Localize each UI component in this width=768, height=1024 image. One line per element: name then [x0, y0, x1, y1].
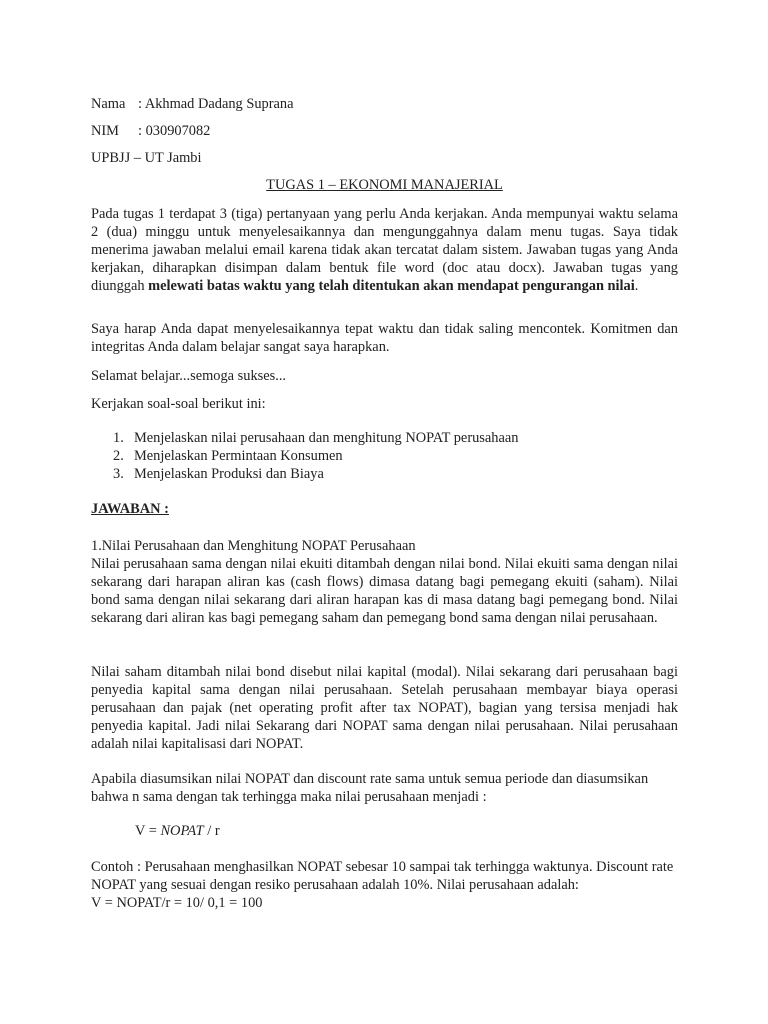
- list-item-text: Menjelaskan Produksi dan Biaya: [134, 466, 324, 482]
- nim-separator: :: [138, 123, 142, 139]
- list-item-text: Menjelaskan Permintaan Konsumen: [134, 448, 343, 464]
- intro-paragraph-3: Selamat belajar...semoga sukses...: [91, 368, 287, 384]
- answer-paragraph-1: Nilai perusahaan sama dengan nilai ekuiti ditambah dengan nilai bond. Nilai ekuiti sama dengan nilai sekarang dari harapan aliran kas (cash flows) dimasa datang bagi pemegang ekuiti (saham). Nilai bond sama dengan nilai sekarang dari aliran harapan kas di masa datang bagi pemegang bond. Nilai sekarang dari aliran kas bagi pemegang saham dan pemegang bond sama dengan nilai perusahaan.: [91, 556, 678, 626]
- list-item: [91, 429, 518, 447]
- list-item-text: Menjelaskan nilai perusahaan dan menghitung NOPAT perusahaan: [134, 430, 519, 446]
- intro-paragraph-2: Saya harap Anda dapat menyelesaikannya tepat waktu dan tidak saling mencontek. Komitmen dan integritas Anda dalam belajar sangat saya harapkan.: [91, 321, 678, 355]
- nama-separator: :: [138, 96, 142, 112]
- upbjj-line: UPBJJ – UT Jambi: [91, 150, 202, 166]
- answer-paragraph-3: Apabila diasumsikan nilai NOPAT dan discount rate sama untuk semua periode dan diasumsikan bahwa n sama dengan tak terhingga maka nilai perusahaan menjadi :: [91, 771, 649, 805]
- intro-p1-bold: melewati batas waktu yang telah ditentukan akan mendapat pengurangan nilai: [148, 278, 635, 294]
- list-item: [91, 465, 518, 483]
- task-list: [91, 429, 518, 483]
- formula: [135, 822, 220, 840]
- answer-section-title: 1.Nilai Perusahaan dan Menghitung NOPAT Perusahaan: [91, 538, 416, 554]
- nim-value: 030907082: [145, 123, 211, 139]
- nama-label: Nama: [91, 96, 126, 112]
- intro-paragraph-4: Kerjakan soal-soal berikut ini:: [91, 396, 266, 412]
- answer-heading: [91, 500, 678, 518]
- intro-p1-end: .: [634, 278, 639, 294]
- list-item-number: 3.: [113, 466, 124, 482]
- nim-line: [91, 122, 678, 140]
- answer-paragraph-2: Nilai saham ditambah nilai bond disebut nilai kapital (modal). Nilai sekarang dari perusahaan bagi penyedia kapital sama dengan nilai perusahaan. Setelah perusahaan membayar biaya operasi perusahaan dan pajak (net operating profit after tax NOPAT), bagian yang tersisa menjadi hak penyedia kapital. Jadi nilai Sekarang dari NOPAT sama dengan nilai perusahaan. Nilai perusahaan adalah nilai kapitalisasi dari NOPAT.: [91, 664, 678, 752]
- example-result: V = NOPAT/r = 10/ 0,1 = 100: [91, 895, 263, 911]
- nama-value: Akhmad Dadang Suprana: [144, 96, 294, 112]
- example-paragraph: Contoh : Perusahaan menghasilkan NOPAT sebesar 10 sampai tak terhingga waktunya. Discount rate NOPAT yang sesuai dengan resiko perusahaan adalah 10%. Nilai perusahaan adalah:: [91, 859, 674, 893]
- nama-line: [91, 95, 678, 113]
- list-item-number: 2.: [113, 448, 124, 464]
- nim-label: NIM: [91, 123, 119, 139]
- list-item-number: 1.: [113, 430, 124, 446]
- answer-heading-text: JAWABAN :: [91, 501, 169, 517]
- document-title: TUGAS 1 – EKONOMI MANAJERIAL: [266, 177, 503, 193]
- formula-lhs: V =: [135, 823, 161, 839]
- intro-paragraph-1: [91, 205, 678, 295]
- list-item: [91, 447, 518, 465]
- intro-p1-text: Pada tugas 1 terdapat 3 (tiga) pertanyaan yang perlu Anda kerjakan. Anda mempunyai waktu selama 2 (dua) minggu untuk menyelesaikannya dan mengunggahnya dalam menu tugas. Saya tidak menerima jawaban melalui email karena tidak akan tercatat dalam sistem. Jawaban tugas yang Anda kerjakan, diharapkan disimpan dalam bentuk file word (doc atau docx). Jawaban tugas yang diunggah: [91, 206, 678, 294]
- formula-rhs: / r: [203, 823, 220, 839]
- formula-nopat: NOPAT: [160, 823, 204, 839]
